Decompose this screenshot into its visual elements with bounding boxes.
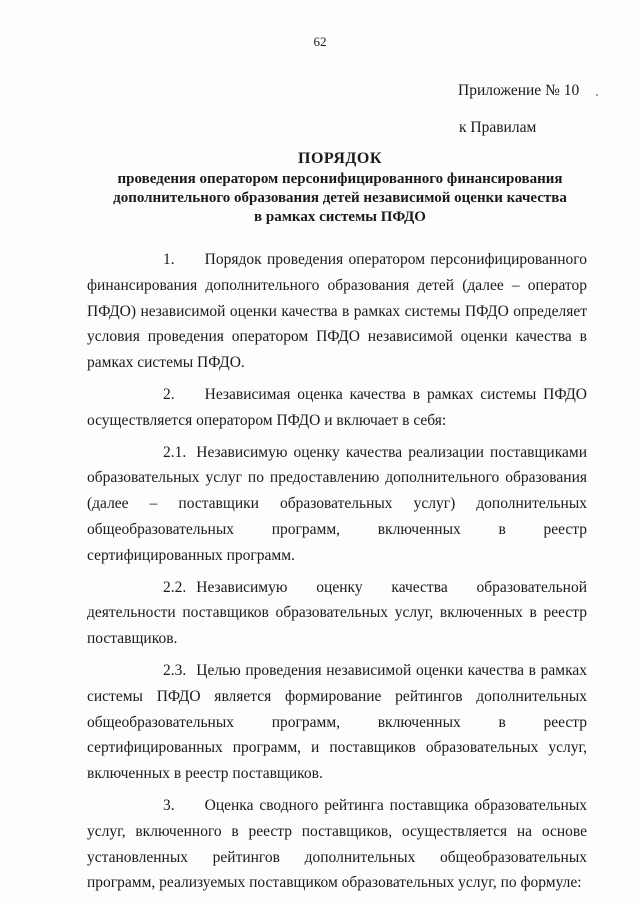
document-body xyxy=(87,247,587,900)
document-subtitle-line-1: проведения оператором персонифицированного финансирования xyxy=(117,171,563,187)
paragraph-2-3 xyxy=(87,658,587,787)
document-title: ПОРЯДОК xyxy=(298,150,382,167)
page-number: 62 xyxy=(313,34,327,49)
paragraph-2-2-number: 2.2. xyxy=(163,578,187,596)
paragraph-3-text: Оценка сводного рейтинга поставщика образовательных услуг, включенного в реестр поставщиков, осуществляется на основе установленных рейтингов дополнительных общеобразовательных программ, реализуемых поставщиком образовательных услуг, по формуле: xyxy=(87,796,587,892)
paragraph-2-number: 2. xyxy=(163,385,175,403)
paragraph-2-3-number: 2.3. xyxy=(163,661,187,679)
scan-speck xyxy=(596,94,598,96)
paragraph-2-2 xyxy=(87,575,587,652)
appendix-label: Приложение № 10 xyxy=(458,82,580,99)
paragraph-1-number: 1. xyxy=(163,251,175,268)
appendix-reference: к Правилам xyxy=(459,119,537,136)
paragraph-2 xyxy=(87,382,587,434)
paragraph-1-text: Порядок проведения оператором персонифицированного финансирования дополнительного образования детей (далее – оператор ПФДО) независимой оценки качества в рамках системы ПФДО определяет условия проведения оператором ПФДО независимой оценки качества в рамках системы ПФДО. xyxy=(87,251,587,372)
paragraph-3-number: 3. xyxy=(163,796,175,814)
paragraph-2-1 xyxy=(87,440,587,569)
paragraph-1 xyxy=(87,247,587,376)
document-subtitle-line-3: в рамках системы ПФДО xyxy=(254,209,426,225)
paragraph-2-3-text: Целью проведения независимой оценки качества в рамках системы ПФДО является формирование рейтингов дополнительных общеобразовательных программ, включенных в реестр сертифицированных программ, и поставщиков образовательных услуг, включенных в реестр поставщиков. xyxy=(87,661,587,783)
paragraph-2-text: Независимая оценка качества в рамках системы ПФДО осуществляется оператором ПФДО и включает в себя: xyxy=(87,385,587,429)
paragraph-2-1-text: Независимую оценку качества реализации поставщиками образовательных услуг по предоставлению дополнительного образования (далее – поставщики образовательных услуг) дополнительных общеобразовательных программ, включенных в реестр сертифицированных программ. xyxy=(87,443,587,564)
paragraph-2-2-text: Независимую оценку качества образовательной деятельности поставщиков образовательных услуг, включенных в реестр поставщиков. xyxy=(87,578,587,648)
document-subtitle-line-2: дополнительного образования детей независимой оценки качества xyxy=(113,190,567,206)
paragraph-3 xyxy=(87,793,587,896)
paragraph-2-1-number: 2.1. xyxy=(163,443,187,461)
